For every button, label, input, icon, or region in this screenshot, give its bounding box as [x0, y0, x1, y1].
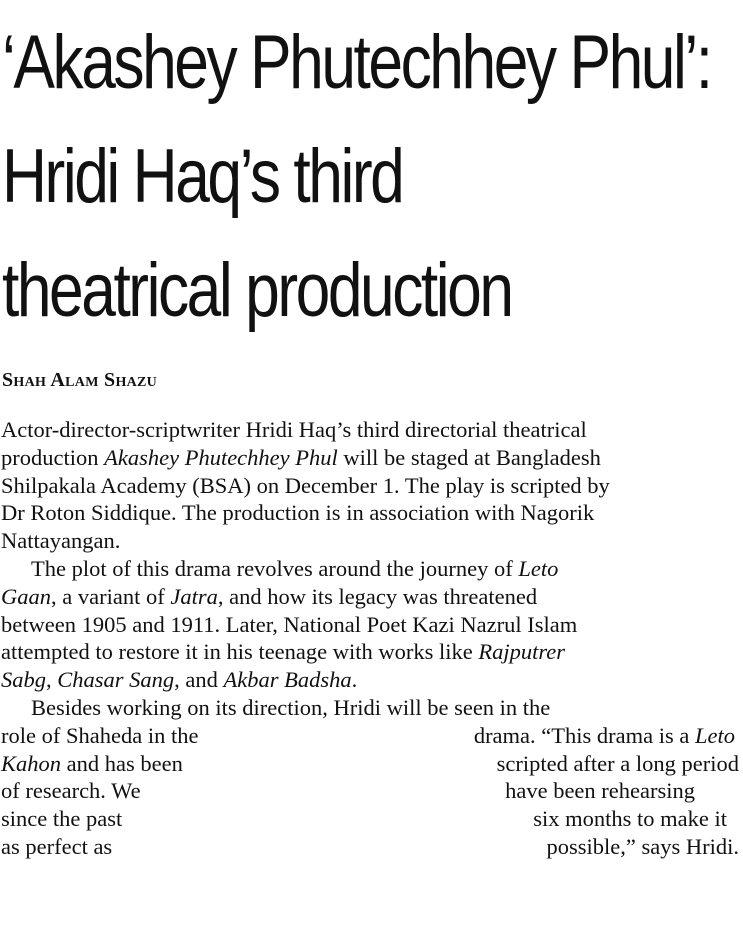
- body-text: [474, 722, 735, 750]
- body-text: [1, 750, 183, 778]
- body-line: [1, 805, 739, 833]
- body-text: , and: [174, 667, 224, 693]
- body-text: production: [1, 444, 105, 470]
- body-line: [1, 555, 739, 583]
- body-text: as perfect as: [1, 833, 113, 859]
- body-text: .: [351, 667, 358, 693]
- body-line: [1, 444, 739, 472]
- body-text: between 1905 and 1911. Later, National Poet Kazi Nazrul Islam: [1, 611, 578, 637]
- body-text: role of Shaheda in the: [1, 722, 199, 748]
- italic-term: Jatra: [170, 583, 218, 609]
- body-text: of research. We: [1, 778, 141, 804]
- byline: Shah Alam Shazu: [2, 369, 158, 391]
- body-line: [1, 694, 739, 722]
- body-text: [1, 444, 601, 472]
- body-text: six months to make it: [533, 806, 727, 832]
- body-text: possible,” says Hridi.: [546, 833, 739, 859]
- italic-term: Gaan: [1, 583, 51, 609]
- body-line: [1, 722, 739, 750]
- body-line: [1, 583, 739, 611]
- body-line: [1, 527, 739, 555]
- play-title: Akashey Phutechhey Phul: [104, 444, 338, 470]
- body-text: [1, 638, 565, 666]
- italic-term: Sabg: [1, 667, 46, 693]
- italic-term: Leto: [694, 722, 735, 748]
- body-text: The plot of this drama revolves around the journey of: [31, 555, 519, 581]
- body-text: will be staged at Bangladesh: [337, 444, 601, 470]
- italic-term: Leto: [518, 555, 559, 581]
- body-text: ,: [46, 667, 58, 693]
- body-line: [1, 499, 739, 527]
- body-text: Actor-director-scriptwriter Hridi Haq’s third directorial theatrical: [1, 417, 587, 442]
- headline-line-1: ‘Akashey Phutechhey Phul’:: [2, 20, 711, 105]
- body-text: [1, 555, 558, 583]
- body-line: [1, 750, 739, 778]
- body-text: , a variant of: [51, 583, 171, 609]
- body-text: Dr Roton Siddique. The production is in association with Nagorik: [1, 500, 595, 526]
- body-line: [1, 472, 739, 500]
- italic-term: Chasar Sang: [57, 667, 175, 693]
- headline-line-3: theatrical production: [2, 248, 512, 333]
- body-text: and has been: [61, 750, 183, 776]
- body-line: [1, 833, 739, 861]
- body-text: Shilpakala Academy (BSA) on December 1. The play is scripted by: [1, 472, 610, 498]
- body-line: [1, 611, 739, 639]
- body-text: attempted to restore it in his teenage with works like: [1, 639, 479, 665]
- body-text: since the past: [1, 806, 123, 832]
- body-line: [1, 777, 739, 805]
- headline-line-2: Hridi Haq’s third: [2, 134, 403, 219]
- italic-term: Kahon: [1, 750, 62, 776]
- body-text: have been rehearsing: [505, 778, 695, 804]
- body-text: [1, 666, 357, 694]
- body-line: [1, 638, 739, 666]
- body-text: Besides working on its direction, Hridi will be seen in the: [31, 694, 551, 720]
- body-line: [1, 666, 739, 694]
- italic-term: Rajputrer: [478, 639, 566, 665]
- body-text: [1, 583, 537, 611]
- body-text: scripted after a long period: [496, 750, 739, 776]
- body-text: Nattayangan.: [1, 528, 121, 554]
- body-text: drama. “This drama is a: [473, 722, 695, 748]
- article-body: [1, 416, 739, 861]
- italic-term: Akbar Badsha: [223, 667, 352, 693]
- body-line: [1, 416, 739, 444]
- body-text: , and how its legacy was threatened: [217, 583, 538, 609]
- headline: [2, 6, 711, 348]
